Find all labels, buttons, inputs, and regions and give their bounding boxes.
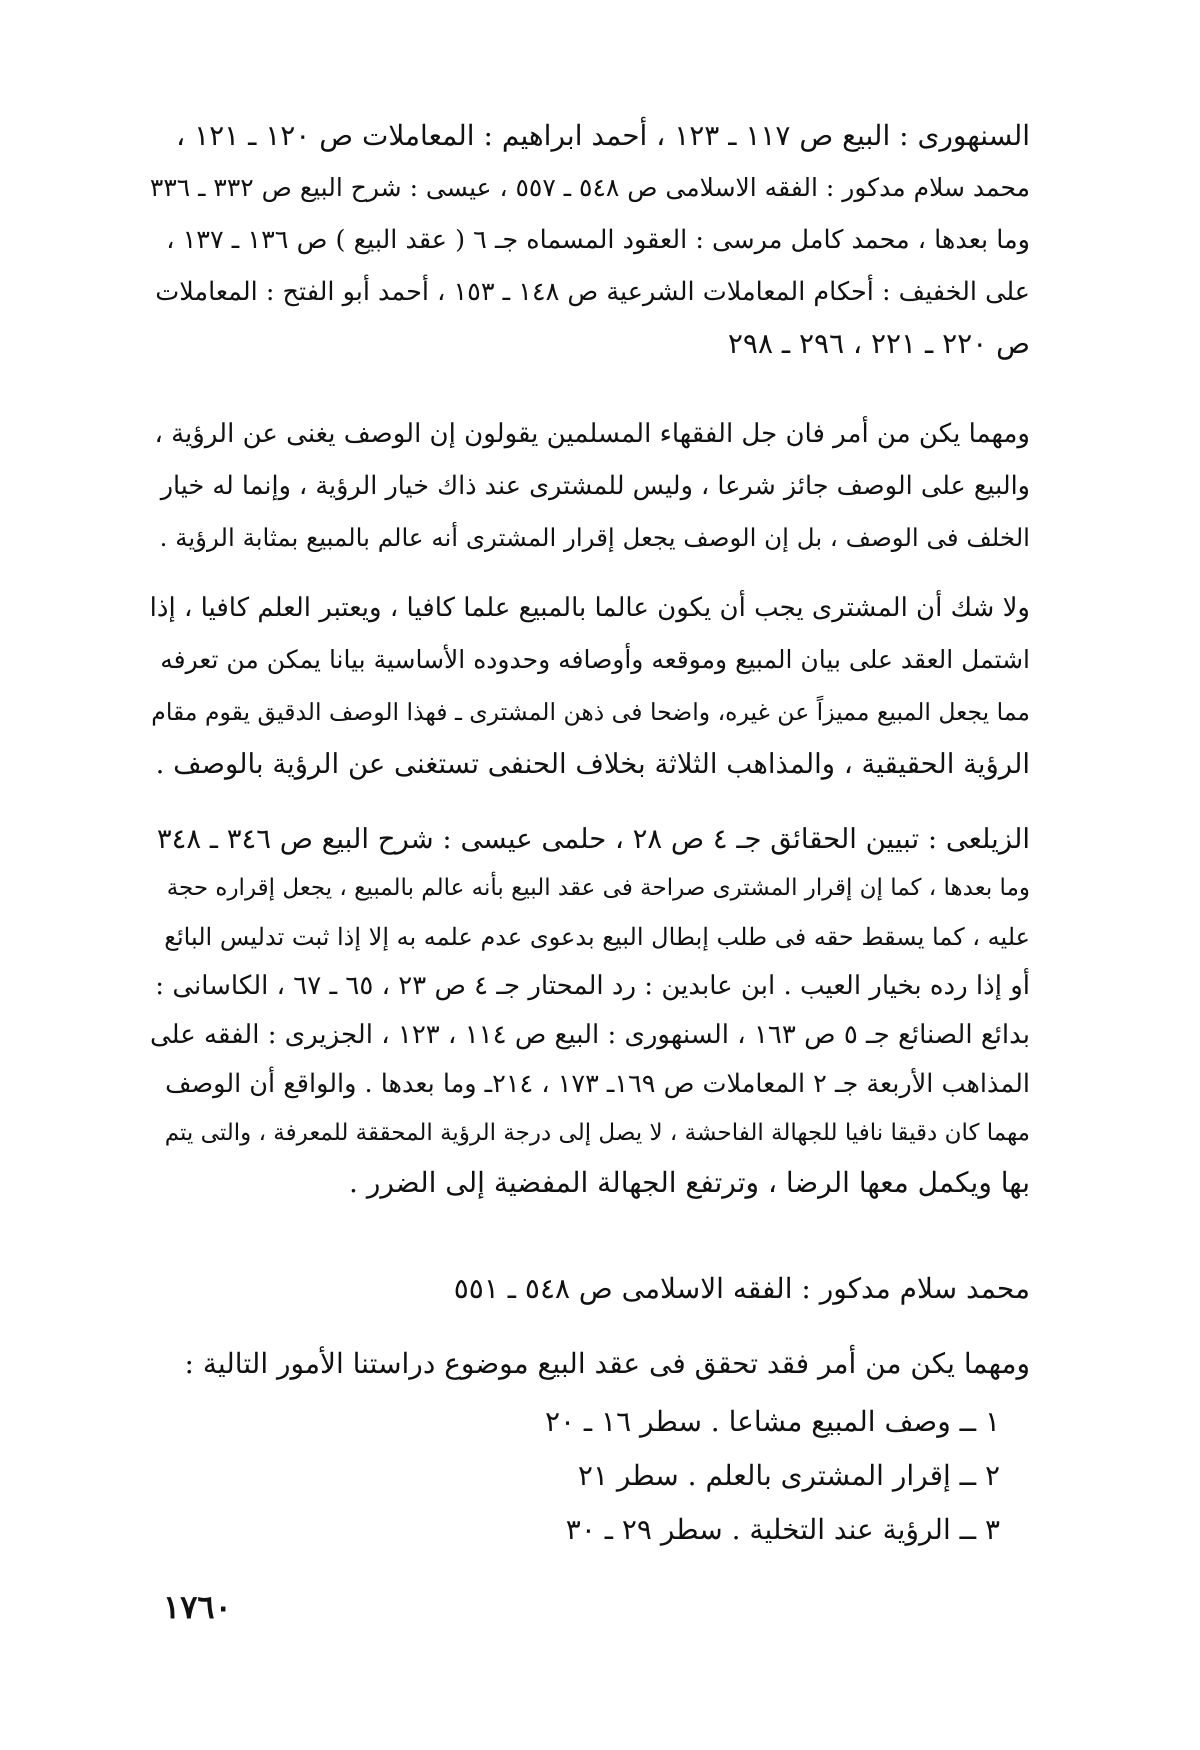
list-intro	[150, 1338, 1030, 1390]
text-line: وما بعدها ، محمد كامل مرسى : العقود المسماه جـ ٦ ( عقد البيع ) ص ١٣٦ ـ ١٣٧ ،	[166, 225, 1030, 255]
text-line: اشتمل العقد على بيان المبيع وموقعه وأوصافه وحدوده الأساسية بيانا يمكن من تعرفه	[160, 645, 1030, 674]
text-line: بدائع الصنائع جـ ٥ ص ١٦٣ ، السنهورى : البيع ص ١١٤ ، ١٢٣ ، الجزيرى : الفقه على	[149, 1020, 1030, 1050]
text-line: الرؤية الحقيقية ، والمذاهب الثلاثة بخلاف الحنفى تستغنى عن الرؤية بالوصف .	[155, 748, 1030, 780]
text-line: الزيلعى : تبيين الحقائق جـ ٤ ص ٢٨ ، حلمى عيسى : شرح البيع ص ٣٤٦ ـ ٣٤٨	[156, 823, 1030, 855]
text-line: السنهورى : البيع ص ١١٧ ـ ١٢٣ ، أحمد ابراهيم : المعاملات ص ١٢٠ ـ ١٢١ ،	[176, 119, 1030, 152]
page-number: ١٧٦٠	[163, 1588, 232, 1626]
text-line: ومهما يكن من أمر فقد تحقق فى عقد البيع موضوع دراستنا الأمور التالية :	[184, 1347, 1030, 1380]
text-line: مما يجعل المبيع مميزاً عن غيره، واضحا فى ذهن المشترى ـ فهذا الوصف الدقيق يقوم مقام	[151, 698, 1030, 726]
text-line: ولا شك أن المشترى يجب أن يكون عالما بالمبيع علما كافيا ، ويعتبر العلم كافيا ، إذا	[149, 593, 1030, 623]
text-line: المذاهب الأربعة جـ ٢ المعاملات ص ١٦٩ـ ١٧٣ ، ٢١٤ـ وما بعدها . والواقع أن الوصف	[165, 1069, 1030, 1099]
body-paragraph-2	[150, 582, 1030, 790]
citation-line	[150, 1263, 1030, 1315]
text-line: مهما كان دقيقا نافيا للجهالة الفاحشة ، لا يصل إلى درجة الرؤية المحققة للمعرفة ، والتى يتم	[164, 1120, 1030, 1146]
text-line: وما بعدها ، كما إن إقرار المشترى صراحة فى عقد البيع بأنه عالم بالمبيع ، يجعل إقراره حجة	[166, 875, 1030, 901]
text-line: الخلف فى الوصف ، بل إن الوصف يجعل إقرار المشترى أنه عالم بالمبيع بمثابة الرؤية .	[159, 523, 1030, 552]
text-line: بها ويكمل معها الرضا ، وترتفع الجهالة المفضية إلى الضرر .	[349, 1166, 1030, 1199]
list-item: ٢ ــ إقرار المشترى بالعلم . سطر ٢١	[577, 1459, 1000, 1492]
list-item: ١ ــ وصف المبيع مشاعا . سطر ١٦ ـ ٢٠	[544, 1405, 1000, 1438]
text-line: محمد سلام مدكور : الفقه الاسلامى ص ٥٤٨ ـ ٥٥٧ ، عيسى : شرح البيع ص ٣٣٢ ـ ٣٣٦	[149, 173, 1030, 202]
citation-paragraph-2	[150, 815, 1030, 1207]
text-line: والبيع على الوصف جائز شرعا ، وليس للمشترى عند ذاك خيار الرؤية ، وإنما له خيار	[160, 471, 1030, 501]
text-line: محمد سلام مدكور : الفقه الاسلامى ص ٥٤٨ ـ ٥٥١	[453, 1272, 1030, 1305]
text-line: ص ٢٢٠ ـ ٢٢١ ، ٢٩٦ ـ ٢٩٨	[727, 327, 1030, 360]
text-line: أو إذا رده بخيار العيب . ابن عابدين : رد المحتار جـ ٤ ص ٢٣ ، ٦٥ ـ ٦٧ ، الكاسانى :	[155, 971, 1030, 1001]
list-item: ٣ ــ الرؤية عند التخلية . سطر ٢٩ ـ ٣٠	[565, 1513, 1000, 1546]
text-line: على الخفيف : أحكام المعاملات الشرعية ص ١٤٨ ـ ١٥٣ ، أحمد أبو الفتح : المعاملات	[155, 277, 1030, 307]
text-line: ومهما يكن من أمر فان جل الفقهاء المسلمين يقولون إن الوصف يغنى عن الرؤية ،	[154, 419, 1030, 449]
text-line: عليه ، كما يسقط حقه فى طلب إبطال البيع بدعوى عدم علمه به إلا إذا ثبت تدليس البائع	[164, 923, 1030, 951]
citation-paragraph-1	[150, 110, 1030, 370]
numbered-list	[150, 1395, 1000, 1557]
body-paragraph-1	[150, 408, 1030, 564]
